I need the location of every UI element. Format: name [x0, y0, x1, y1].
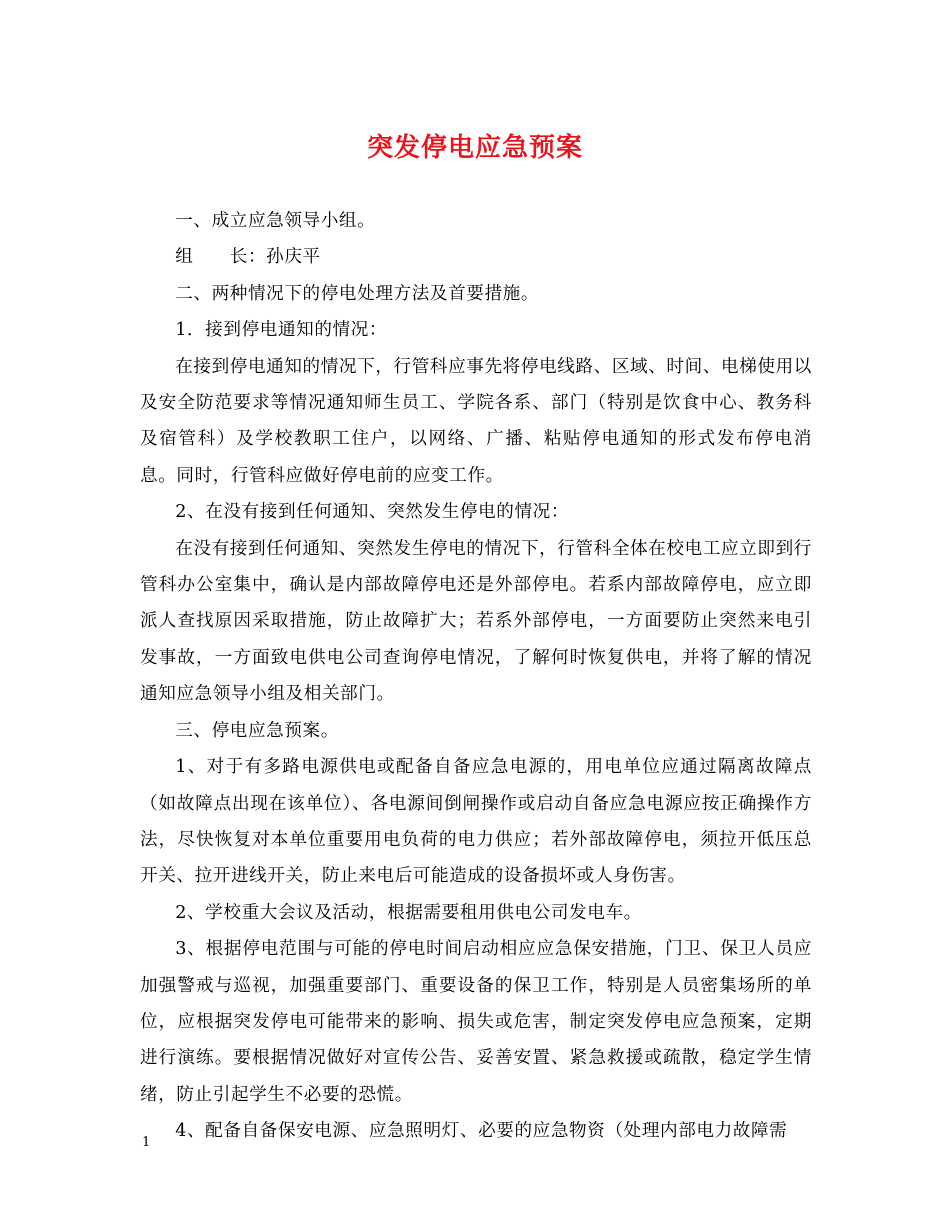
paragraph-7: 在没有接到任何通知、突然发生停电的情况下，行管科全体在校电工应立即到行管科办公室集中，确认是内部故障停电还是外部停电。若系内部故障停电，应立即派人查找原因采取措施，防止故障扩大；若系外部停电，一方面要防止突然来电引发事故，一方面致电供电公司查询停电情况，了解何时恢复供电，并将了解的情况通知应急领导小组及相关部门。 — [140, 538, 812, 705]
paragraph-8: 三、停电应急预案。 — [175, 720, 339, 741]
paragraph-2: 组 长：孙庆平 — [175, 247, 321, 268]
paragraph-4: 1．接到停电通知的情况： — [175, 320, 388, 341]
paragraph-11: 3、根据停电范围与可能的停电时间启动相应应急保安措施，门卫、保卫人员应加强警戒与巡视，加强重要部门、重要设备的保卫工作，特别是人员密集场所的单位，应根据突发停电可能带来的影响、损失或危害，制定突发停电应急预案，定期进行演练。要根据情况做好对宣传公告、妥善安置、紧急救援或疏散，稳定学生情绪，防止引起学生不必要的恐慌。 — [140, 939, 812, 1105]
paragraph-1: 一、成立应急领导小组。 — [175, 211, 376, 231]
paragraph-12: 4、配备自备保安电源、应急照明灯、必要的应急物资（处理内部电力故障需 — [175, 1121, 788, 1142]
page-number: 1 — [142, 1135, 151, 1150]
paragraph-6: 2、在没有接到任何通知、突然发生停电的情况： — [175, 502, 570, 523]
paragraph-9: 1、对于有多路电源供电或配备自备应急电源的，用电单位应通过隔离故障点（如故障点出现在该单位）、各电源间倒闸操作或启动自备应急电源应按正确操作方法，尽快恢复对本单位重要用电负荷的电力供应；若外部故障停电，须拉开低压总开关、拉开进线开关，防止来电后可能造成的设备损坏或人身伤害。 — [140, 757, 812, 887]
paragraph-10: 2、学校重大会议及活动，根据需要租用供电公司发电车。 — [175, 902, 642, 923]
paragraph-5: 在接到停电通知的情况下，行管科应事先将停电线路、区域、时间、电梯使用以及安全防范要求等情况通知师生员工、学院各系、部门（特别是饮食中心、教务科及宿管科）及学校教职工住户，以网络、广播、粘贴停电通知的形式发布停电消息。同时，行管科应做好停电前的应变工作。 — [140, 356, 812, 486]
document-title: 突发停电应急预案 — [366, 133, 583, 163]
paragraph-3: 二、两种情况下的停电处理方法及首要措施。 — [175, 283, 540, 304]
document-body — [140, 203, 812, 1150]
